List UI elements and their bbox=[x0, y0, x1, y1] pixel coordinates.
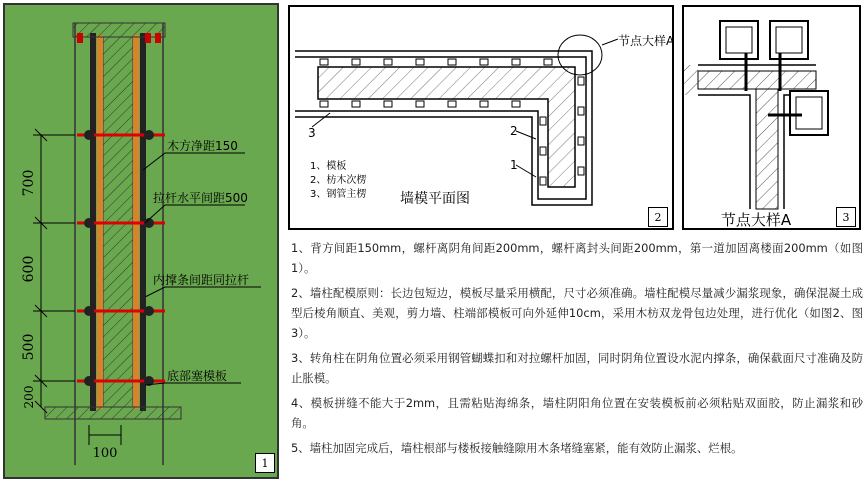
legend-formwork: 1、模板 bbox=[310, 161, 347, 172]
figure-3-title: 节点大样A bbox=[720, 211, 792, 229]
callout-node-a: 节点大样A bbox=[618, 34, 675, 48]
label-bottom-plug: 底部塞模板 bbox=[167, 369, 228, 383]
note-5: 5、墙柱加固完成后，墙柱根部与楼板接触缝隙用木条堵缝塞紧，能有效防止漏浆、烂根。 bbox=[291, 441, 743, 455]
dim-100: 100 bbox=[92, 446, 118, 461]
wall-plan-drawing bbox=[290, 7, 676, 232]
figure-number-1: 1 bbox=[255, 453, 275, 473]
note-4: 4、模板拼缝不能大于2mm，且需粘贴海绵条，墙柱阴阳角位置在安装模板前必须粘贴双面胶，防止漏浆和砂角。 bbox=[291, 396, 863, 430]
note-1: 1、背方间距150mm，螺杆离阴角间距200mm，螺杆离封头间距200mm，第一道加固离楼面200mm（如图1）。 bbox=[291, 241, 863, 275]
vertical-wall bbox=[756, 89, 778, 209]
label-timber-spacing: 木方净距150 bbox=[167, 139, 238, 153]
figure-2-title: 墙模平面图 bbox=[400, 191, 470, 207]
figure-number-2: 2 bbox=[648, 207, 668, 227]
dim-600: 600 bbox=[21, 255, 37, 283]
note-2: 2、墙柱配模原则：长边包短边，模板尽量采用横配，尺寸必须准确。墙柱配模尽量减少漏浆现象，确保混凝土成型后棱角顺直、美观，剪力墙、柱端部模板可向外延伸10cm，采用木枋双龙骨包边处理，进行优化（如图2、图3）。 bbox=[291, 286, 863, 340]
node-detail-drawing bbox=[684, 7, 863, 232]
note-3: 3、转角柱在阴角位置必须采用钢管蝴蝶扣和对拉螺杆加固，同时阴角位置设水泥内撑条，确保截面尺寸准确及防止胀模。 bbox=[291, 351, 863, 385]
label-inner-brace: 内撑条间距同拉杆 bbox=[153, 273, 250, 287]
node-a-callout-circle bbox=[558, 35, 602, 75]
wall-section-drawing bbox=[5, 5, 281, 481]
horizontal-wall bbox=[698, 71, 816, 89]
dim-500: 500 bbox=[21, 333, 37, 361]
legend-timber: 2、枋木次楞 bbox=[310, 175, 367, 186]
figure-number-3: 3 bbox=[836, 207, 856, 227]
marker-2: 2 bbox=[510, 124, 518, 138]
figure-2-wall-plan bbox=[288, 5, 674, 230]
marker-3: 3 bbox=[308, 126, 316, 140]
marker-1: 1 bbox=[510, 158, 518, 172]
dim-200: 200 bbox=[22, 385, 36, 409]
dim-700: 700 bbox=[21, 169, 37, 197]
label-tie-rod-spacing: 拉杆水平间距500 bbox=[153, 191, 248, 205]
figure-3-node-detail bbox=[682, 5, 861, 230]
floor-slab bbox=[45, 407, 181, 419]
legend-steel-pipe: 3、钢管主楞 bbox=[310, 189, 367, 200]
figure-1-wall-section bbox=[3, 3, 279, 479]
l-shaped-wall bbox=[318, 67, 575, 187]
top-slab bbox=[73, 23, 165, 37]
construction-notes bbox=[291, 238, 863, 463]
